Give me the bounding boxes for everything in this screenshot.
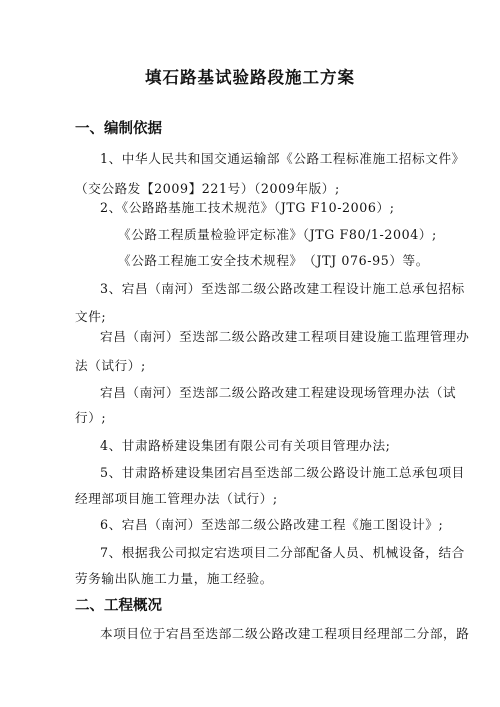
document-title: 填石路基试验路段施工方案 [145,68,355,87]
paragraph-line: （交公路发【2009】221号）（2009年版）; [75,181,340,196]
paragraph-line: 3、宕昌（南河）至迭部二级公路改建工程设计施工总承包招标 [100,281,465,296]
paragraph-line: 1、中华人民共和国交通运输部《公路工程标准施工招标文件》 [100,151,465,166]
section-heading-overview: 二、工程概况 [75,597,162,614]
paragraph-line: 法（试行）; [75,358,146,373]
paragraph-line: 宕昌（南河）至迭部二级公路改建工程项目建设施工监理管理办 [100,329,470,344]
paragraph-line: 行）; [75,410,107,425]
section-heading-basis: 一、编制依据 [75,120,162,137]
paragraph-line: 5、甘肃路桥建设集团宕昌至迭部二级公路设计施工总承包项目 [100,465,465,480]
paragraph-line: 本项目位于宕昌至迭部二级公路改建工程项目经理部二分部，路 [100,626,470,641]
paragraph-line: 劳务输出队施工力量，施工经验。 [75,571,273,586]
paragraph-line: 《公路工程施工安全技术规程》 （JTJ 076-95）等。 [118,253,429,268]
paragraph-line: 《公路工程质量检验评定标准》（JTG F80/1-2004）; [118,227,437,242]
paragraph-line: 7、根据我公司拟定宕迭项目二分部配备人员、机械设备，结合 [100,545,465,560]
paragraph-line: 2、《公路路基施工技术规范》（JTG F10-2006）; [100,200,395,215]
paragraph-line: 宕昌（南河）至迭部二级公路改建工程建设现场管理办法（试 [100,385,457,400]
paragraph-line: 经理部项目施工管理办法（试行）; [75,491,278,506]
paragraph-line: 文件; [75,309,107,324]
paragraph-line: 4、甘肃路桥建设集团有限公司有关项目管理办法; [100,438,391,453]
paragraph-line: 6、宕昌（南河）至迭部二级公路改建工程《施工图设计》; [100,517,444,532]
